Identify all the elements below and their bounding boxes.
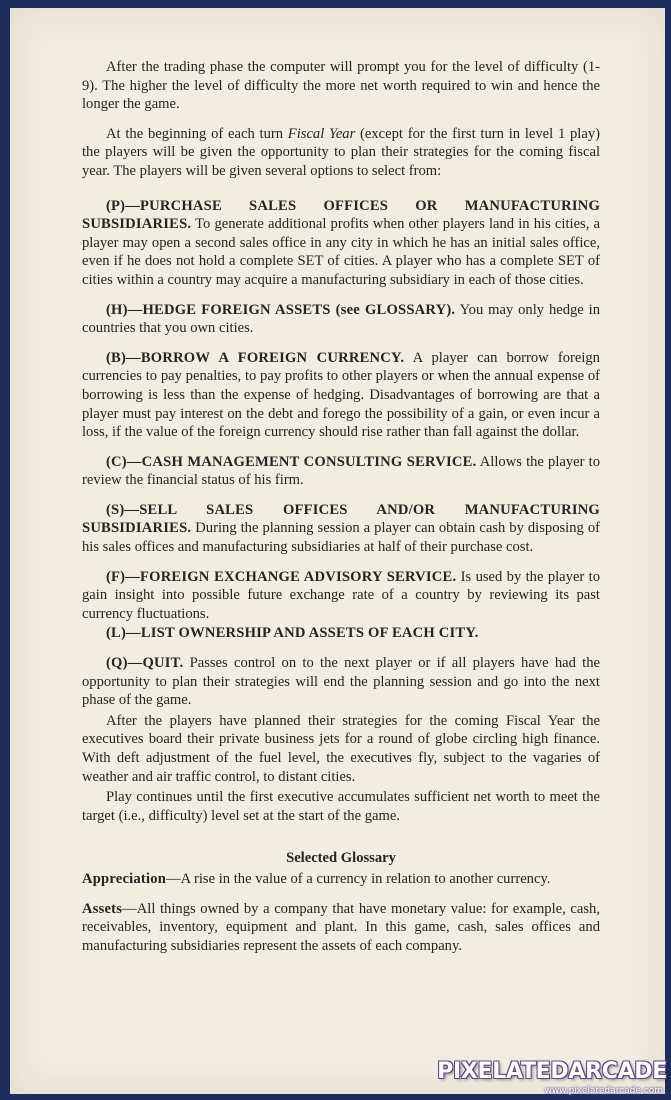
option-title: (P)—PURCHASE SALES OFFICES OR MANUFACTURING SUBSIDIARIES.: [82, 197, 600, 233]
option-list: [82, 624, 600, 643]
manual-page: [10, 8, 665, 1094]
option-title: (H)—HEDGE FOREIGN ASSETS (see GLOSSARY).: [106, 301, 456, 318]
closing-paragraph-2: Play continues until the first executive accumulates sufficient net worth to meet the target (i.e., difficulty) level set at the start of the game.: [82, 789, 600, 824]
option-quit: [82, 654, 600, 710]
glossary-title: Selected Glossary: [286, 850, 396, 867]
option-title: (B)—BORROW A FOREIGN CURRENCY.: [106, 349, 405, 366]
option-title: (L)—LIST OWNERSHIP AND ASSETS OF EACH CITY.: [106, 625, 479, 642]
intro-p2-before: At the beginning of each turn: [106, 125, 288, 142]
option-text: Allows the player to review the financial status of his firm.: [82, 453, 600, 489]
option-title: (F)—FOREIGN EXCHANGE ADVISORY SERVICE.: [106, 568, 457, 585]
glossary-definition: —A rise in the value of a currency in relation to another currency.: [166, 870, 551, 887]
option-purchase: [82, 197, 600, 290]
option-cash-management: [82, 453, 600, 490]
watermark-url: www.pixelatedarcade.com: [544, 1086, 663, 1096]
intro-paragraph-1: After the trading phase the computer will prompt you for the level of difficulty (1-9). The higher the level of difficulty the more net worth required to win and hence the longer the game.: [82, 59, 600, 113]
watermark-logo: PIXELATEDARCADE: [437, 1059, 667, 1084]
glossary-term: Assets: [82, 900, 123, 917]
option-hedge: [82, 301, 600, 338]
intro-p2-after: (except for the first turn in level 1 play) the players will be given the opportunity to plan their strategies for the coming fiscal year. The players will be given several options to select from:: [82, 125, 600, 179]
option-title: (S)—SELL SALES OFFICES AND/OR MANUFACTURING SUBSIDIARIES.: [82, 501, 600, 537]
fiscal-year-term: Fiscal Year: [287, 125, 356, 142]
option-title: (C)—CASH MANAGEMENT CONSULTING SERVICE.: [106, 453, 477, 470]
page-body: [82, 58, 600, 966]
option-foreign-exchange: [82, 568, 600, 624]
glossary-definition: —All things owned by a company that have monetary value: for example, cash, receivables, inventory, equipment and plant. In this game, cash, sales offices and manufacturing subsidiaries represent the assets of each company.: [82, 900, 600, 954]
glossary-term: Appreciation: [82, 870, 167, 887]
intro-paragraph-2: [82, 125, 600, 181]
glossary-entry-appreciation: [82, 870, 600, 889]
option-text: A player can borrow foreign currencies to pay penalties, to pay profits to other players or when the annual expense of borrowing is less than the expense of hedging. Disadvantages of borrowing are that a player must pay interest on the debt and forego the possibility of a gain, or even incur a loss, if the value of the foreign currency should rise rather than fall against the dollar.: [82, 349, 600, 441]
option-text: During the planning session a player can obtain cash by disposing of his sales offices and manufacturing subsidiaries at half of their purchase cost.: [82, 520, 600, 556]
option-text: To generate additional profits when other players land in his cities, a player may open a second sales office in any city in which he has an initial sales office, even if he does not hold a complete SET of cities. A player who has a complete SET of cities within a country may acquire a manufacturing subsidiary in each of those cities.: [82, 216, 600, 288]
option-text: Passes control on to the next player or if all players have had the opportunity to plan their strategies will end the planning session and go into the next phase of the game.: [82, 655, 600, 709]
option-text: You may only hedge in countries that you own cities.: [82, 301, 601, 337]
option-sell: [82, 501, 600, 557]
glossary-entry-assets: [82, 900, 600, 956]
option-title: (Q)—QUIT.: [106, 655, 184, 672]
option-text: Is used by the player to gain insight into possible future exchange rate of a country by reviewing its past currency fluctuations.: [82, 568, 600, 622]
option-borrow: [82, 349, 600, 442]
closing-paragraph-1: After the players have planned their strategies for the coming Fiscal Year the executives board their private business jets for a round of globe circling high finance. With deft adjustment of the fuel level, the executives fly, subject to the vagaries of weather and air traffic control, to distant cities.: [82, 712, 600, 785]
